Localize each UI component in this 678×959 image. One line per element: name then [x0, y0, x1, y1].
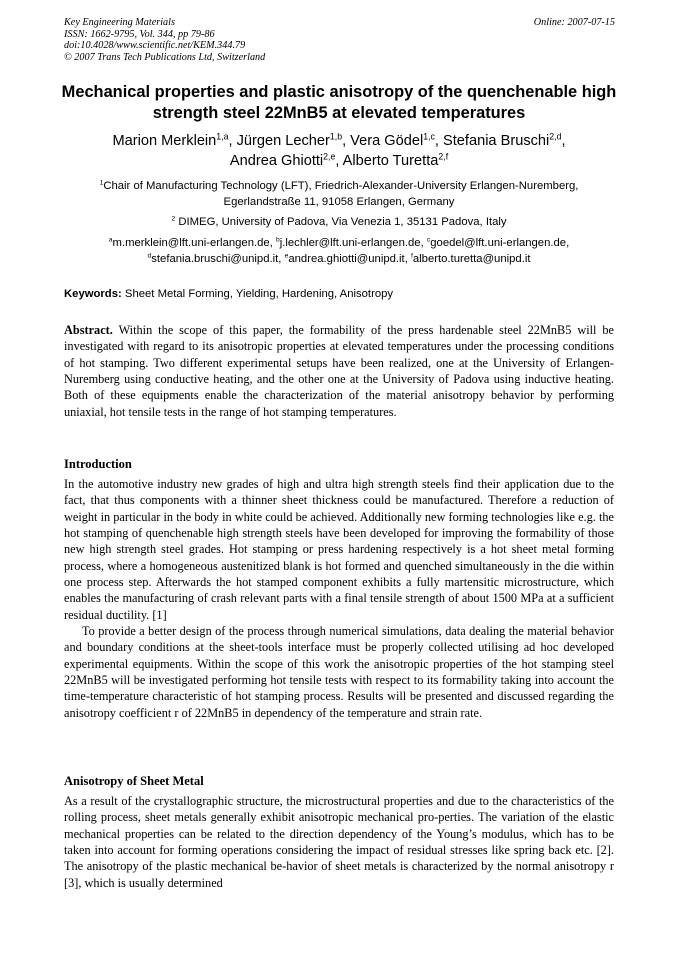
doi-line: doi:10.4028/www.scientific.net/KEM.344.79	[64, 40, 246, 51]
author	[112, 133, 228, 149]
introduction-section	[64, 456, 614, 721]
author-sup: 2,f	[438, 151, 449, 162]
paragraph: As a result of the crystallographic structure, the microstructural properties and due to the characteristics of the rolling process, sheet metals generally exhibit anisotropic mechanical pro-perties. The variation of the elastic mechanical properties can be related to the direction dependency of the Young’s modulus, which has to be taken into account for forming operations considering the impact of residual stresses like spring back etc. [2]. The anisotropy of the plastic mechanical be-havior of sheet metals is characterized by the normal anisotropy r [3], which is usually determined	[64, 794, 614, 890]
anisotropy-section	[64, 773, 614, 891]
author-name: Jürgen Lecher	[236, 133, 330, 149]
email-sup: e	[284, 252, 289, 260]
section-heading: Anisotropy of Sheet Metal	[64, 774, 204, 788]
email-sup: f	[410, 252, 413, 260]
email-sup: d	[147, 252, 152, 260]
email-link[interactable]: goedel@lft.uni-erlangen.de,	[430, 237, 570, 249]
author-list: Marion Merklein$^{1,a}$, Jürgen Lecher$^{1,b}$, Vera Gödel$^{1,c}$, Stefania Bruschi$^{2,d}$, Andrea Ghiotti$^{2,e}$, Alberto Turetta$^{2,f}$	[112, 131, 566, 169]
author-sup: 2,e	[323, 151, 336, 162]
email-link[interactable]: stefania.bruschi@unipd.it,	[151, 253, 282, 265]
author-sup: 1,b	[329, 131, 343, 142]
email-sup: b	[275, 236, 280, 244]
author	[350, 133, 435, 149]
paragraph: In the automotive industry new grades of high and ultra high strength steels find their application due to the fact, that thus components with a thinner sheet thickness could be manufactured. Therefore a reduction of weight in particular in the body in white could be achieved. Additionally new forming technologies like e.g. the hot stamping of quenchenable high strength steels have been developed for improving the formability of those new high strength steel grades. Hot stamping or press hardening respectively is a hot sheet metal forming process, where a homogeneous austenitized blank is hot formed and quenched simultaneously in the die within one process step. Afterwards the hot stamped component exhibits a fully martensitic microstructure, which enables the manufacturing of crash relevant parts with a final tensile strength of about 1500 MPa at a sufficient residual ductility. [1]	[64, 477, 614, 622]
copyright-line: © 2007 Trans Tech Publications Ltd, Switzerland	[64, 51, 266, 63]
author-sup: 1,a	[216, 131, 229, 142]
section-heading: Introduction	[64, 457, 132, 471]
email-link[interactable]: alberto.turetta@unipd.it	[412, 253, 531, 265]
abstract-text: Within the scope of this paper, the formability of the press hardenable steel 22MnB5 will be investigated with regard to its anisotropic properties at elevated temperatures under the processing conditions of hot stamping. Two different experimental setups have been realized, one at the University of Erlangen-Nuremberg using conductive heating, and the other one at the University of Padova using inductive heating. Both of these equipments enable the characterization of the material anisotropy behavior by performing uniaxial, hot tensile tests in the range of hot stamping temperatures.	[64, 323, 614, 419]
author	[237, 133, 342, 149]
abstract	[64, 322, 614, 420]
email-list	[30, 235, 648, 267]
online-date: Online: 2007-07-15	[533, 17, 615, 28]
author-name: Stefania Bruschi	[443, 133, 550, 149]
author-name: Marion Merklein	[112, 133, 217, 149]
affiliation-sup: 2	[171, 215, 176, 223]
keywords-label: Keywords:	[64, 288, 122, 300]
author	[443, 133, 561, 149]
author-sup: 1,c	[423, 131, 435, 142]
journal-header	[64, 17, 615, 63]
affiliation-text: DIMEG, University of Padova, Via Venezia 1, 35131 Padova, Italy	[178, 216, 507, 228]
paragraph: To provide a better design of the process through numerical simulations, data dealing the material behavior and boundary conditions at the sheet-tools interface must be properly collected utilising ad hoc developed experimental equipments. Within the scope of this work the anisotropic properties of the hot stamping steel 22MnB5 will be investigated performing hot tensile tests with respect to its formability taking into account the time-temperature characteristic of hot stamping process. Results will be presented and discussed regarding the anisotropy coefficient r of 22MnB5 in dependency of the temperature and strain rate.	[64, 624, 614, 720]
affiliation-text: Egerlandstraße 11, 91058 Erlangen, Germany	[223, 196, 455, 208]
email-sup: c	[426, 236, 431, 244]
author	[230, 153, 335, 169]
paper-title: Mechanical properties and plastic anisotropy of the quenchenable high strength steel 22MnB5 at elevated temperatures	[61, 83, 617, 122]
author-sup: 2,d	[549, 131, 562, 142]
email-link[interactable]: andrea.ghiotti@unipd.it,	[288, 253, 408, 265]
issn-line: ISSN: 1662-9795, Vol. 344, pp 79-86	[64, 28, 215, 40]
affiliation-text: Chair of Manufacturing Technology (LFT), Friedrich-Alexander-University Erlangen-Nuremberg,	[103, 180, 579, 192]
email-sup: a	[108, 236, 113, 244]
journal-name: Key Engineering Materials	[64, 17, 175, 28]
keywords	[64, 287, 618, 302]
email-link[interactable]: m.merklein@lft.uni-erlangen.de,	[112, 237, 273, 249]
affiliation-2	[30, 214, 648, 230]
author-name: Vera Gödel	[350, 133, 424, 149]
keywords-text: Sheet Metal Forming, Yielding, Hardening, Anisotropy	[124, 288, 394, 300]
abstract-label: Abstract.	[64, 323, 113, 337]
author-name: Andrea Ghiotti	[229, 153, 324, 169]
author-name: Alberto Turetta	[342, 153, 439, 169]
email-link[interactable]: j.lechler@lft.uni-erlangen.de,	[279, 237, 424, 249]
affiliation-sup: 1	[99, 179, 104, 187]
affiliation-1	[30, 178, 648, 210]
author	[343, 153, 448, 169]
